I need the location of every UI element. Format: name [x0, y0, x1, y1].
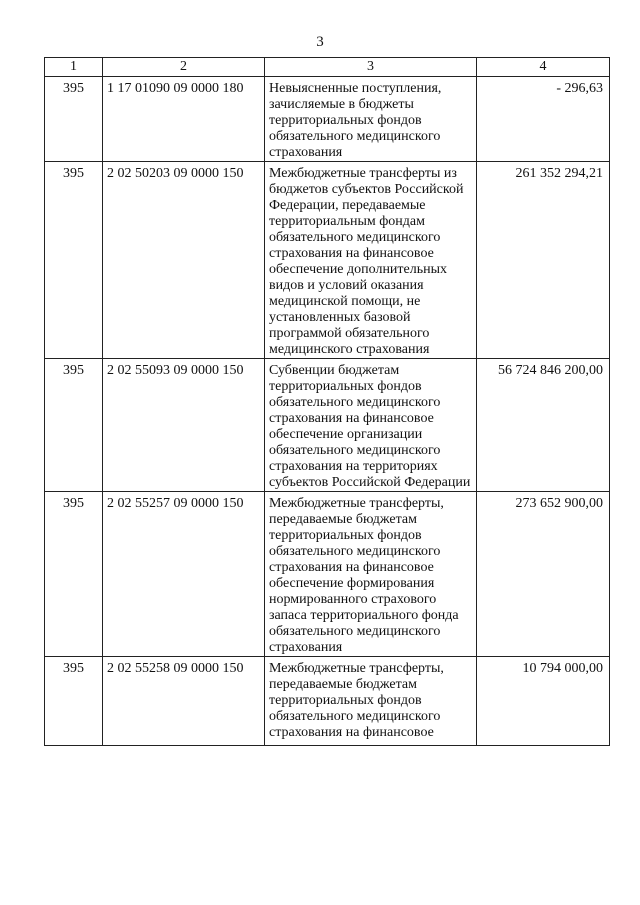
column-number-3: 3	[265, 58, 477, 77]
revenue-code-cell: 2 02 50203 09 0000 150	[103, 162, 265, 359]
page-number: 3	[316, 34, 324, 50]
column-number-4: 4	[477, 58, 610, 77]
amount-cell: 261 352 294,21	[477, 162, 610, 359]
budget-revenue-table	[44, 57, 610, 746]
table-row	[45, 492, 610, 657]
table-header-row	[45, 58, 610, 77]
table-row	[45, 359, 610, 492]
amount-cell: 273 652 900,00	[477, 492, 610, 657]
amount-cell: - 296,63	[477, 77, 610, 162]
table-row	[45, 77, 610, 162]
column-number-2: 2	[103, 58, 265, 77]
table-row	[45, 657, 610, 746]
revenue-name-cell: Невыясненные поступления, зачисляемые в бюджеты территориальных фондов обязательного медицинского страхования	[265, 77, 477, 162]
revenue-name-cell: Межбюджетные трансферты, передаваемые бюджетам территориальных фондов обязательного медицинского страхования на финансовое обеспечение формирования нормированного страхового запаса территориального фонда обязательного медицинского страхования	[265, 492, 477, 657]
column-number-1: 1	[45, 58, 103, 77]
revenue-code-cell: 1 17 01090 09 0000 180	[103, 77, 265, 162]
table-body	[45, 77, 610, 746]
amount-cell: 56 724 846 200,00	[477, 359, 610, 492]
amount-cell: 10 794 000,00	[477, 657, 610, 746]
revenue-code-cell: 2 02 55258 09 0000 150	[103, 657, 265, 746]
admin-code-cell: 395	[45, 77, 103, 162]
revenue-code-cell: 2 02 55093 09 0000 150	[103, 359, 265, 492]
table-row	[45, 162, 610, 359]
admin-code-cell: 395	[45, 492, 103, 657]
admin-code-cell: 395	[45, 359, 103, 492]
revenue-name-cell: Межбюджетные трансферты, передаваемые бюджетам территориальных фондов обязательного медицинского страхования на финансовое	[265, 657, 477, 746]
admin-code-cell: 395	[45, 162, 103, 359]
revenue-name-cell: Субвенции бюджетам территориальных фондов обязательного медицинского страхования на финансовое обеспечение организации обязательного медицинского страхования на территориях субъектов Российской Федерации	[265, 359, 477, 492]
revenue-name-cell: Межбюджетные трансферты из бюджетов субъектов Российской Федерации, передаваемые территориальным фондам обязательного медицинского страхования на финансовое обеспечение дополнительных видов и условий оказания медицинской помощи, не установленных базовой программой обязательного медицинского страхования	[265, 162, 477, 359]
admin-code-cell: 395	[45, 657, 103, 746]
table-column-numbers	[45, 58, 610, 77]
revenue-code-cell: 2 02 55257 09 0000 150	[103, 492, 265, 657]
